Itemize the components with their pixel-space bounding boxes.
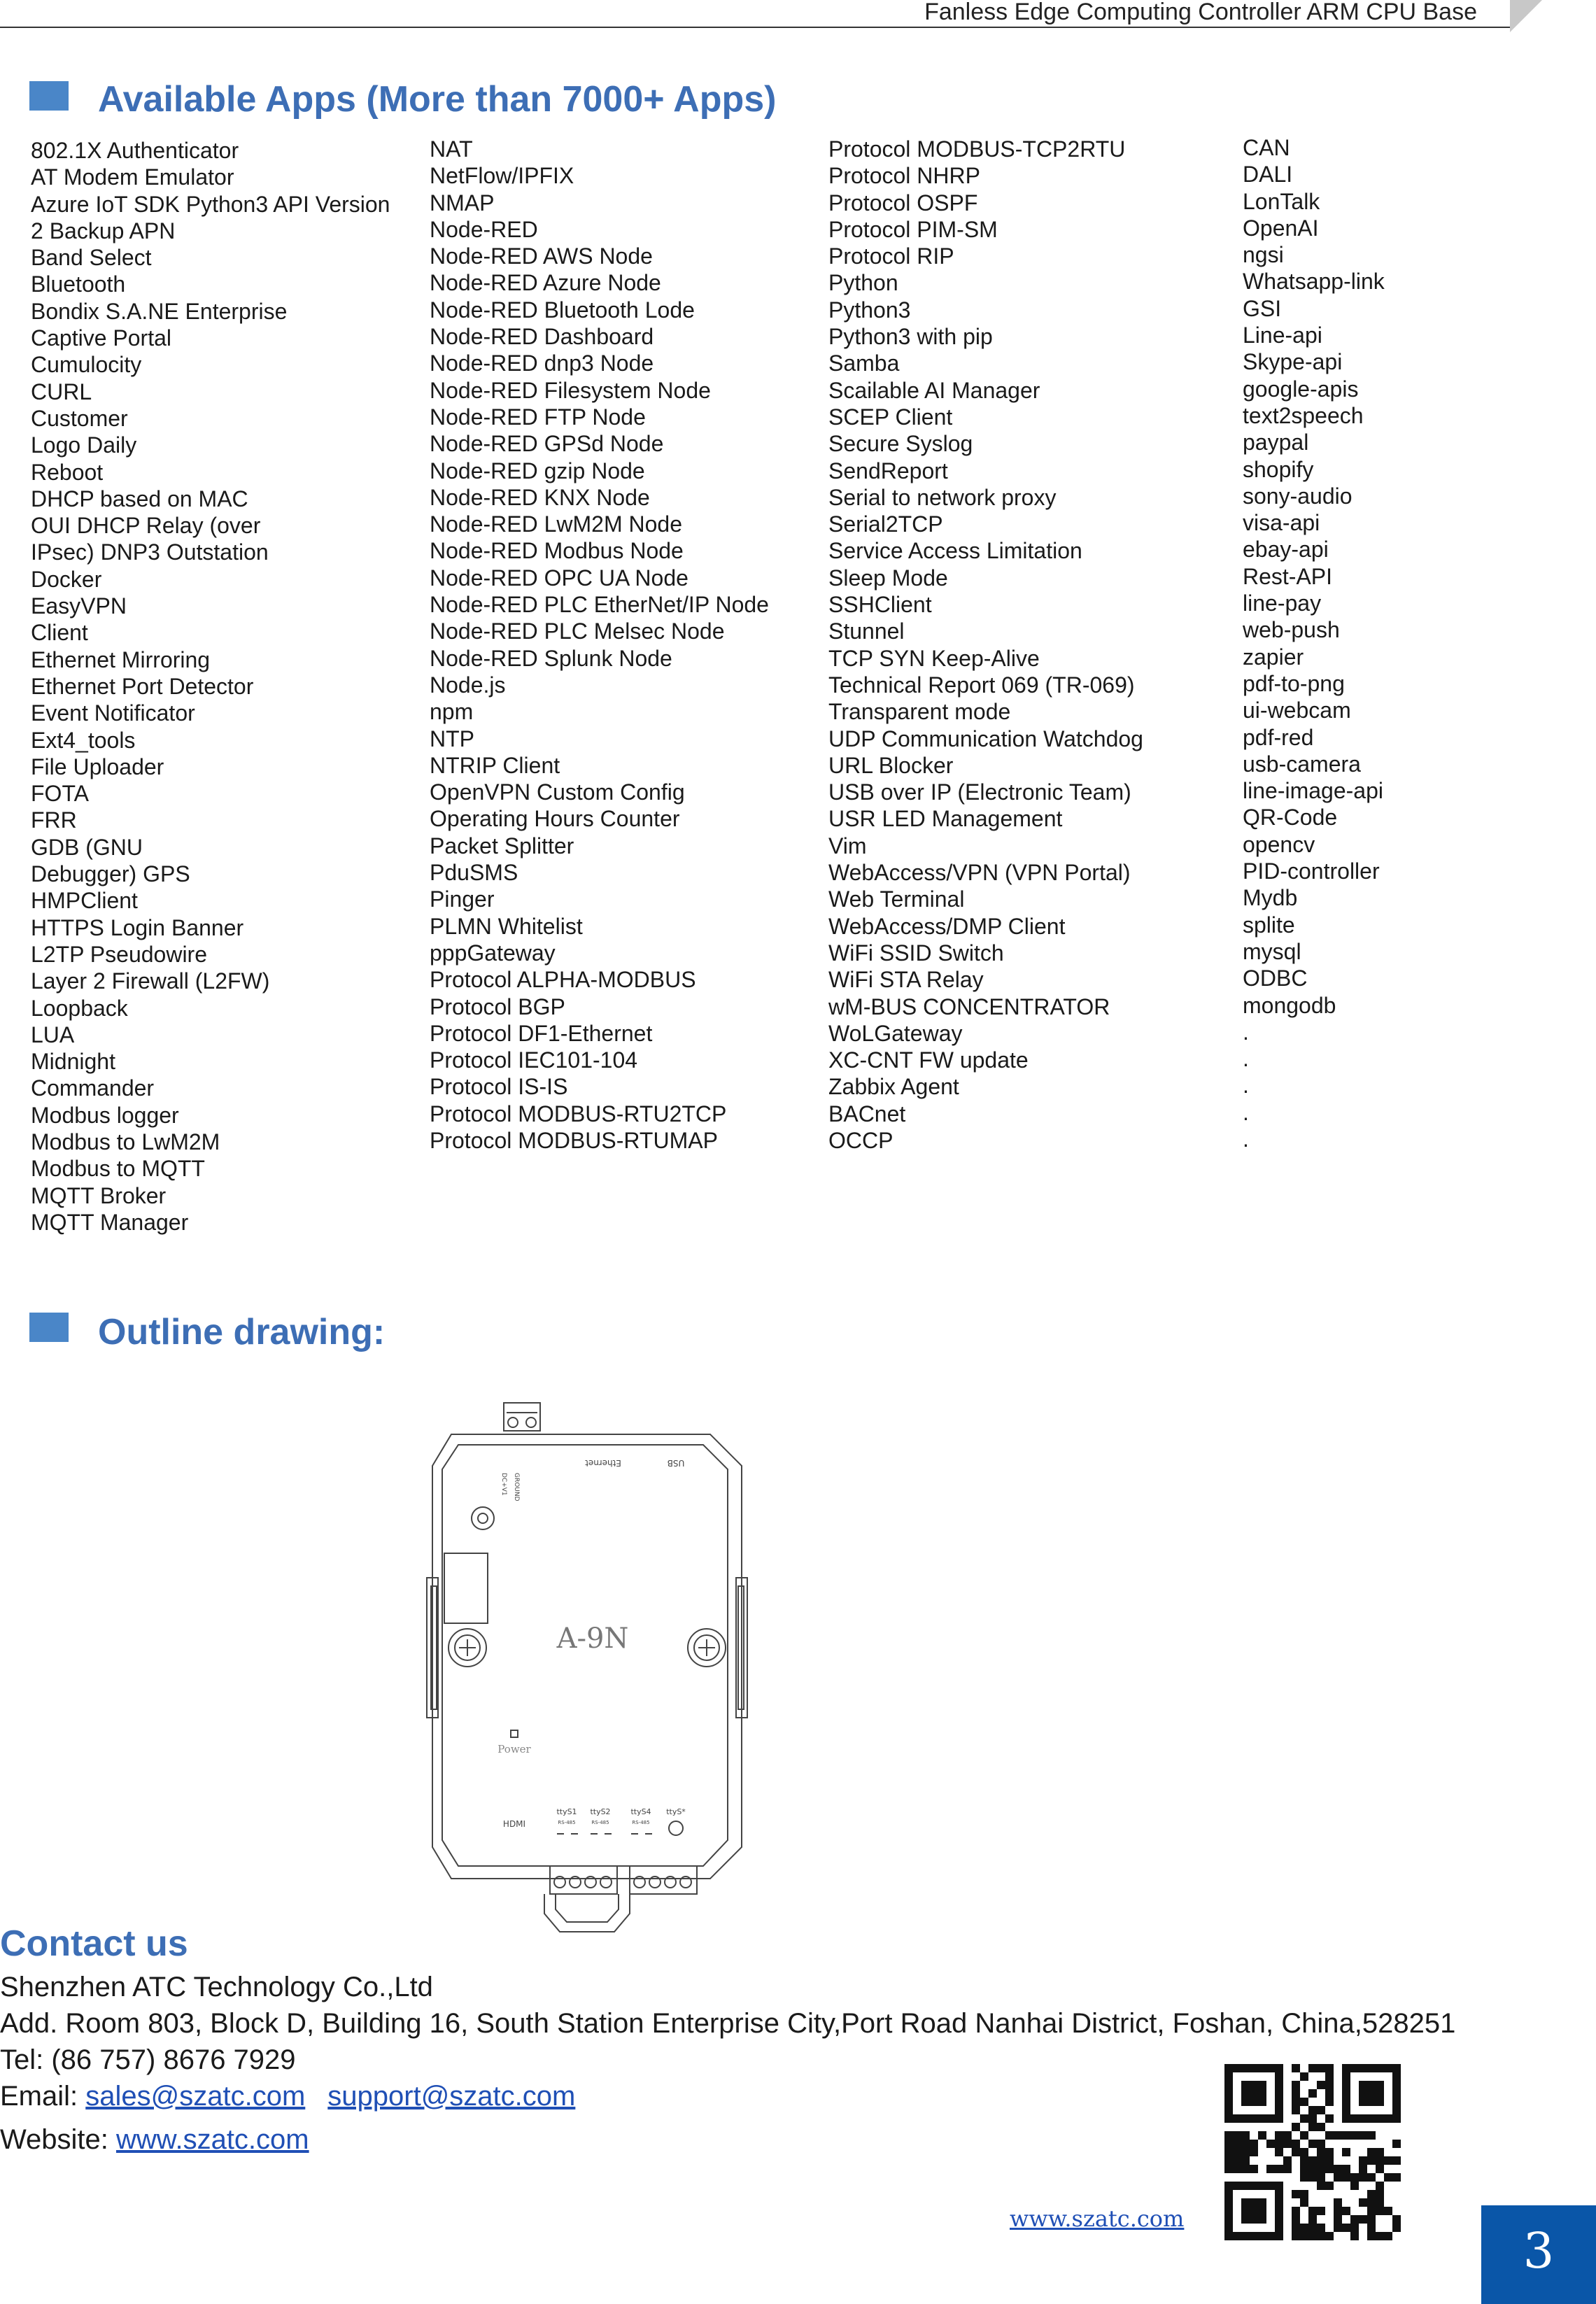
ethernet-label: Ethernet [585,1458,621,1468]
page-number-badge [1481,2205,1596,2304]
app-list-item: Event Notificator [31,700,195,726]
app-list-item: WoLGateway [828,1020,963,1046]
app-list-item: Reboot [31,459,104,485]
app-list-item: sony-audio [1243,483,1353,509]
app-list-item: Client [31,620,88,646]
app-list-item: WiFi STA Relay [828,967,984,993]
app-list-item: FRR [31,807,77,833]
app-list-item: File Uploader [31,754,164,779]
outline-section-title: Outline drawing: [98,1312,386,1352]
app-list-item: ebay-api [1243,537,1329,563]
app-list-item: Node-RED [430,216,538,242]
app-list-item: Node-RED PLC Melsec Node [430,619,725,644]
app-list-item: Modbus to LwM2M [31,1129,220,1154]
app-list-item: Loopback [31,995,128,1021]
app-list-item: 2 Backup APN [31,218,176,243]
app-list-item: ngsi [1243,242,1284,268]
app-list-item: Skype-api [1243,349,1343,375]
device-model-label: A-9N [556,1623,629,1655]
port-label-ttys2: ttyS2 [590,1807,611,1816]
app-list-item: Protocol MODBUS-RTUMAP [430,1127,718,1153]
app-list-item: WebAccess/DMP Client [828,913,1066,939]
ground-symbol [669,1821,683,1835]
website-link[interactable]: www.szatc.com [116,2124,309,2155]
app-list-item: web-push [1243,617,1340,643]
app-list-item: google-apis [1243,376,1359,402]
terminal-screw [526,1418,536,1427]
page-number: 3 [1523,2222,1555,2280]
app-list-item: Scailable AI Manager [828,377,1040,403]
app-list-item: pdf-to-png [1243,670,1345,696]
app-list-item: XC-CNT FW update [828,1047,1029,1073]
app-list-item: Node-RED Filesystem Node [430,377,711,403]
app-list-item: CURL [31,379,92,404]
app-list-item: Node-RED Azure Node [430,270,661,296]
app-list-item: Rest-API [1243,563,1333,589]
app-list-item: Azure IoT SDK Python3 API Version [31,191,390,217]
app-list-item: DHCP based on MAC [31,486,248,511]
header-corner-triangle [1510,0,1542,32]
bottom-terminal-block-right [630,1866,697,1894]
app-list-item: mysql [1243,938,1301,964]
app-list-item: pdf-red [1243,724,1314,750]
company-name: Shenzhen ATC Technology Co.,Ltd [0,1972,433,2002]
app-list-item: OpenAI [1243,215,1319,241]
app-list-item: AT Modem Emulator [31,164,234,190]
app-list-item: Web Terminal [828,886,965,912]
port-sub-label: RS-485 [558,1820,576,1825]
app-list-item: HTTPS Login Banner [31,914,244,940]
port-label-ttys1: ttyS1 [556,1807,577,1816]
sales-email-link[interactable]: sales@szatc.com [85,2081,306,2112]
app-list-item: Customer [31,405,128,431]
app-list-item: Layer 2 Firewall (L2FW) [31,968,270,994]
terminal-screw [508,1418,518,1427]
app-list-item: NMAP [430,190,495,215]
app-list-item: OUI DHCP Relay (over [31,513,261,539]
app-list-item: Serial2TCP [828,511,943,537]
app-list-item: Captive Portal [31,325,171,351]
qr-code [1224,2064,1401,2240]
device-outline-drawing [420,1389,749,1942]
company-phone: Tel: (86 757) 8676 7929 [0,2044,296,2075]
app-list-item: Samba [828,351,900,376]
app-list-item: Protocol DF1-Ethernet [430,1020,653,1046]
bottom-terminal-block-left [550,1866,617,1894]
app-list-item: Docker [31,566,102,592]
app-list-item: Node-RED LwM2M Node [430,511,683,537]
app-list-item: Protocol MODBUS-TCP2RTU [828,136,1126,162]
app-list-item: Band Select [31,245,152,271]
hdmi-label: HDMI [502,1819,526,1829]
company-address: Add. Room 803, Block D, Building 16, South Station Enterprise City,Port Road Nanhai District, Foshan, China,528251 [0,2008,1456,2039]
bottom-latch [544,1894,630,1932]
app-list-item: Protocol MODBUS-RTU2TCP [430,1101,727,1126]
app-list-item: Protocol RIP [828,243,954,269]
app-list-item: . [1243,1126,1249,1152]
app-list-item: . [1243,1046,1249,1072]
app-list-item: Protocol BGP [430,994,565,1019]
app-list-item: Modbus to MQTT [31,1156,205,1182]
app-list-item: usb-camera [1243,751,1361,777]
app-list-item: Node-RED Dashboard [430,324,654,350]
app-list-item: Technical Report 069 (TR-069) [828,672,1135,698]
app-list-item: GSI [1243,295,1282,321]
app-list-item: Protocol PIM-SM [828,216,998,242]
app-list-item: CAN [1243,135,1290,160]
app-list-item: L2TP Pseudowire [31,941,207,967]
app-list-item: HMPClient [31,888,138,914]
app-list-item: ODBC [1243,966,1308,991]
app-list-item: Packet Splitter [430,833,574,858]
app-list-item: Pinger [430,886,495,912]
app-list-item: TCP SYN Keep-Alive [828,645,1040,671]
apps-column-4 [1243,134,1385,1152]
app-list-item: pppGateway [430,940,556,966]
app-list-item: Protocol IS-IS [430,1074,568,1100]
app-list-item: Python3 with pip [828,324,993,350]
bottom-latch-inner [556,1894,619,1922]
app-list-item: PID-controller [1243,858,1380,884]
app-list-item: DALI [1243,162,1293,188]
app-list-item: EasyVPN [31,593,127,619]
reset-hole-inner [478,1513,488,1523]
usb-label: USB [667,1458,685,1468]
app-list-item: visa-api [1243,510,1320,536]
app-list-item: Protocol NHRP [828,163,980,189]
app-list-item: Node-RED Modbus Node [430,538,684,564]
app-list-item: Mydb [1243,885,1298,911]
app-list-item: Node-RED OPC UA Node [430,565,688,591]
app-list-item: Protocol OSPF [828,190,978,215]
app-list-item: Node-RED gzip Node [430,458,645,483]
ground-label: GROUND [513,1473,520,1501]
app-list-item: Node-RED Splunk Node [430,645,672,671]
app-list-item: Protocol ALPHA-MODBUS [430,967,696,993]
app-list-item: Sleep Mode [828,565,948,591]
app-list-item: Debugger) GPS [31,861,190,887]
app-list-item: Node-RED GPSd Node [430,431,664,457]
app-list-item: Node-RED dnp3 Node [430,351,654,376]
app-list-item: Logo Daily [31,432,137,458]
port-label-ttys-star: ttyS* [666,1807,686,1816]
app-list-item: Node-RED PLC EtherNet/IP Node [430,592,769,618]
app-list-item: NetFlow/IPFIX [430,163,574,189]
apps-column-3 [828,136,1143,1154]
power-label: Power [497,1743,531,1755]
app-list-item: NAT [430,136,473,162]
app-list-item: URL Blocker [828,752,954,778]
app-list-item: PLMN Whitelist [430,913,583,939]
app-list-item: line-image-api [1243,778,1383,804]
reset-hole [472,1507,494,1529]
power-led [511,1730,518,1737]
app-list-item: line-pay [1243,591,1322,616]
app-list-item: Commander [31,1075,155,1101]
app-list-item: IPsec) DNP3 Outstation [31,539,269,565]
app-list-item: USB over IP (Electronic Team) [828,779,1131,805]
app-list-item: MQTT Manager [31,1209,189,1235]
app-list-item: Bluetooth [31,271,126,297]
app-list-item: Python [828,270,898,296]
app-list-item: Line-api [1243,323,1322,348]
app-list-item: LonTalk [1243,188,1320,214]
app-list-item: USR LED Management [828,806,1063,832]
app-list-item: opencv [1243,831,1315,857]
sim-slot [444,1553,488,1623]
app-list-item: Midnight [31,1049,115,1075]
app-list-item: Ext4_tools [31,727,136,753]
port-label-ttys4: ttyS4 [630,1807,651,1816]
app-list-item: mongodb [1243,992,1336,1018]
app-list-item: wM-BUS CONCENTRATOR [828,994,1110,1019]
app-list-item: Transparent mode [828,699,1011,725]
port-sub-label: RS-485 [591,1820,609,1825]
app-list-item: OpenVPN Custom Config [430,779,685,805]
app-list-item: Zabbix Agent [828,1074,959,1100]
header-title: Fanless Edge Computing Controller ARM CPU Base [924,0,1477,25]
app-list-item: Ethernet Port Detector [31,673,254,699]
website-row [0,2124,309,2156]
device-outer-shell [432,1434,742,1879]
app-list-item: SendReport [828,458,948,483]
dc-label: DC+V1 [500,1473,507,1496]
app-list-item: LUA [31,1022,75,1047]
port-sub-label: RS-485 [632,1820,650,1825]
app-list-item: Bondix S.A.NE Enterprise [31,298,288,324]
app-list-item: Node-RED FTP Node [430,404,646,430]
app-list-item: Node-RED AWS Node [430,243,653,269]
app-list-item: FOTA [31,781,89,807]
app-list-item: Vim [828,833,867,858]
app-list-item: PduSMS [430,860,518,886]
apps-column-1 [31,137,390,1236]
app-list-item: OCCP [828,1127,894,1153]
app-list-item: SSHClient [828,592,932,618]
app-list-item: . [1243,1019,1249,1045]
app-list-item: npm [430,699,474,725]
app-list-item: Secure Syslog [828,431,973,457]
app-list-item: . [1243,1099,1249,1125]
app-list-item: MQTT Broker [31,1182,167,1208]
app-list-item: Node-RED KNX Node [430,484,650,510]
app-list-item: WebAccess/VPN (VPN Portal) [828,860,1131,886]
app-list-item: Protocol IEC101-104 [430,1047,638,1073]
apps-section-marker [29,81,69,111]
contact-title: Contact us [0,1923,188,1964]
app-list-item: ui-webcam [1243,698,1351,723]
app-list-item: Stunnel [828,619,905,644]
support-email-link[interactable]: support@szatc.com [327,2081,576,2112]
app-list-item: paypal [1243,430,1309,455]
app-list-item: Modbus logger [31,1102,179,1128]
app-list-item: GDB (GNU [31,834,143,860]
apps-section-title: Available Apps (More than 7000+ Apps) [98,79,777,120]
email-label: Email: [0,2081,86,2112]
app-list-item: . [1243,1073,1249,1098]
app-list-item: Operating Hours Counter [430,806,680,832]
app-list-item: text2speech [1243,402,1364,428]
email-row [0,2081,575,2112]
apps-column-2 [430,136,769,1154]
app-list-item: Cumulocity [31,352,142,378]
app-list-item: QR-Code [1243,805,1338,831]
header-rule [0,27,1511,28]
app-list-item: BACnet [828,1101,906,1126]
qr-caption-link[interactable]: www.szatc.com [1010,2205,1185,2232]
app-list-item: Service Access Limitation [828,538,1082,564]
app-list-item: SCEP Client [828,404,953,430]
app-list-item: splite [1243,912,1295,938]
app-list-item: Serial to network proxy [828,484,1057,510]
app-list-item: Whatsapp-link [1243,269,1385,295]
app-list-item: NTRIP Client [430,752,560,778]
app-list-item: zapier [1243,644,1304,670]
outline-section-marker [29,1313,69,1342]
app-list-item: Node.js [430,672,506,698]
app-list-item: shopify [1243,456,1314,482]
app-list-item: Node-RED Bluetooth Lode [430,297,695,323]
app-list-item: WiFi SSID Switch [828,940,1004,966]
app-list-item: 802.1X Authenticator [31,138,239,163]
website-label: Website: [0,2124,116,2155]
app-list-item: NTP [430,726,474,751]
app-list-item: Ethernet Mirroring [31,646,211,672]
app-list-item: UDP Communication Watchdog [828,726,1143,751]
app-list-item: Python3 [828,297,911,323]
